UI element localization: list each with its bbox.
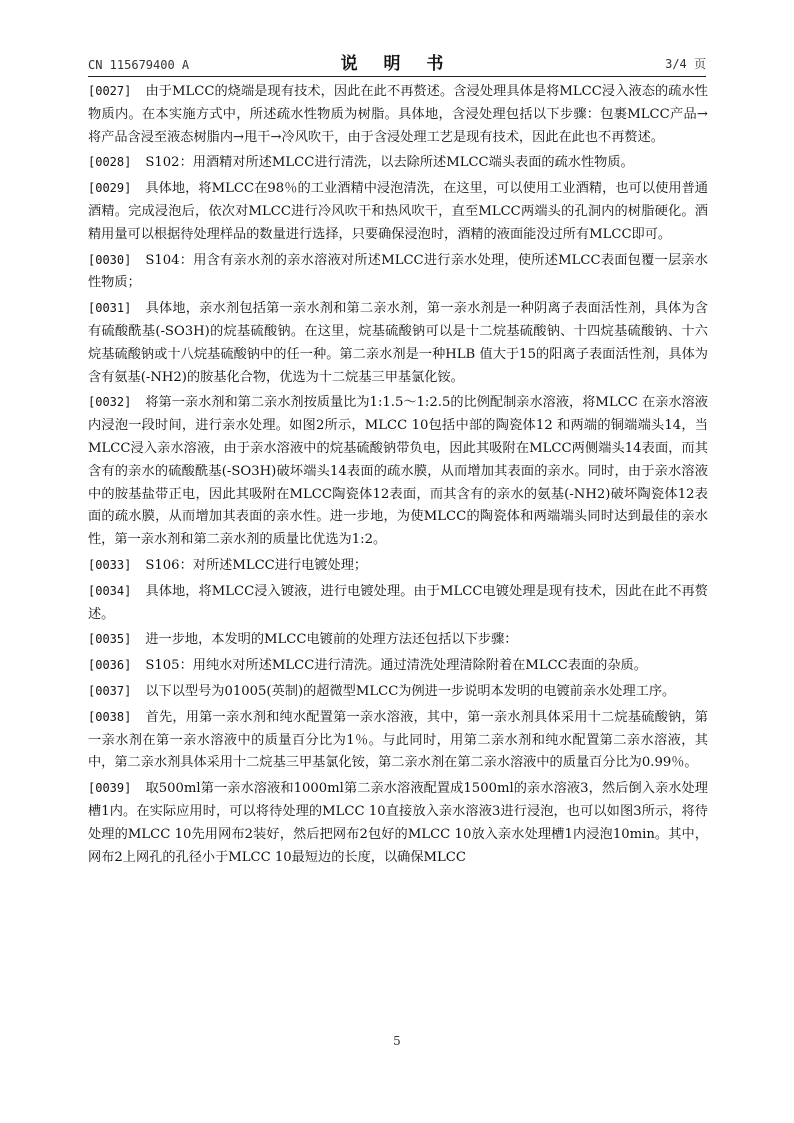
document-title: 说 明 书 [340,54,454,74]
paragraph-0033 [88,554,708,578]
paragraph-text: 取500ml第一亲水溶液和1000ml第二亲水溶液配置成1500ml的亲水溶液3，然后倒入亲水处理槽1内。在实际应用时，可以将待处理的MLCC 10直接放入亲水溶液3进行浸泡，也可以如图3所示，将待处理的MLCC 10先用网布2装好，然后把网布2包好的MLCC 10放入亲水处理槽1内浸泡10min。其中，网布2上网孔的孔径小于MLCC 10最短边的长度，以确保MLCC [88,781,708,865]
page-header [88,44,706,77]
paragraph-0029 [88,177,708,246]
paragraph-text: 首先，用第一亲水剂和纯水配置第一亲水溶液，其中，第一亲水剂具体采用十二烷基硫酸钠，第一亲水剂在第一亲水溶液中的质量百分比为1％。与此同时，用第二亲水剂和纯水配置第二亲水溶液，其中，第二亲水剂具体采用十二烷基三甲基氯化铵，第二亲水剂在第二亲水溶液中的质量百分比为0.99％。 [88,709,708,771]
paragraph-0039 [88,777,708,869]
paragraph-0031 [88,297,708,389]
paragraph-number: [0037] [88,683,132,698]
paragraph-0034 [88,580,708,627]
paragraph-text: 具体地，将MLCC浸入镀液，进行电镀处理。由于MLCC电镀处理是现有技术，因此在此不再赘述。 [88,583,708,622]
paragraph-text: S102：用酒精对所述MLCC进行清洗，以去除所述MLCC端头表面的疏水性物质。 [145,155,634,171]
paragraph-number: [0027] [88,84,132,98]
paragraph-0038 [88,706,708,775]
paragraph-number: [0029] [88,181,132,196]
paragraph-number: [0028] [88,155,132,170]
paragraph-text: 由于MLCC的烧端是现有技术，因此在此不再赘述。含浸处理具体是将MLCC浸入液态的疏水性物质内。在本实施方式中，所述疏水性物质为树脂。具体地，含浸处理包括以下步骤：包裹MLCC产品→将产品含浸至液态树脂内→甩干→冷风吹干，由于含浸处理工艺是现有技术，因此在此也不再赘述。 [88,84,708,145]
paragraph-text: S106：对所述MLCC进行电镀处理； [145,557,368,573]
paragraph-0027 [88,80,708,149]
paragraph-number: [0039] [88,781,132,796]
paragraph-0036 [88,654,708,678]
paragraph-0035 [88,628,708,652]
paragraph-text: 将第一亲水剂和第二亲水剂按质量比为1:1.5～1:2.5的比例配制亲水溶液，将MLCC 在亲水溶液内浸泡一段时间，进行亲水处理。如图2所示，MLCC 10包括中部的陶瓷体12 和两端的铜端端头14，当MLCC浸入亲水溶液，由于亲水溶液中的烷基硫酸钠带负电，因此其吸附在MLCC两侧端头14表面，而其含有的亲水的硫酸酰基(-SO3H)破坏端头14表面的疏水膜，从而增加其表面的亲水。同时，由于亲水溶液中的胺基盐带正电，因此其吸附在MLCC陶瓷体12表面，而其含有的亲水的氨基(-NH2)破坏陶瓷体12表面的疏水膜，从而增加其表面的亲水性。进一步地，为使MLCC的陶瓷体和两端端头同时达到最佳的亲水性，第一亲水剂和第二亲水剂的质量比优选为1:2。 [88,395,708,548]
page-number: 5 [393,1034,401,1048]
paragraph-number: [0034] [88,583,132,598]
paragraph-0037 [88,680,708,704]
paragraph-0032 [88,391,708,552]
paragraph-text: S104：用含有亲水剂的亲水溶液对所述MLCC进行亲水处理，使所述MLCC表面包覆一层亲水性物质； [88,252,708,291]
paragraph-0030 [88,249,708,296]
paragraph-text: 具体地，亲水剂包括第一亲水剂和第二亲水剂，第一亲水剂是一种阴离子表面活性剂，具体为含有硫酸酰基(-SO3H)的烷基硫酸钠。在这里，烷基硫酸钠可以是十二烷基硫酸钠、十四烷基硫酸钠、十六烷基硫酸钠或十八烷基硫酸钠中的任一种。第二亲水剂是一种HLB 值大于15的阳离子表面活性剂，具体为含有氨基(-NH2)的胺基化合物，优选为十二烷基三甲基氯化铵。 [88,301,708,385]
publication-number: CN 115679400 A [88,58,190,72]
paragraph-number: [0031] [88,301,132,316]
paragraph-number: [0030] [88,252,132,267]
paragraph-0028 [88,151,708,175]
document-body [88,80,708,871]
paragraph-number: [0038] [88,709,132,724]
paragraph-text: 进一步地，本发明的MLCC电镀前的处理方法还包括以下步骤： [145,632,518,648]
paragraph-number: [0033] [88,557,132,572]
paragraph-text: 具体地，将MLCC在98％的工业酒精中浸泡清洗，在这里，可以使用工业酒精，也可以使用普通酒精。完成浸泡后，依次对MLCC进行冷风吹干和热风吹干，直至MLCC两端头的孔洞内的树脂硬化。酒精用量可以根据待处理样品的数量进行选择，只要确保浸泡时，酒精的液面能没过所有MLCC即可。 [88,181,708,242]
paragraph-number: [0035] [88,632,132,647]
paragraph-text: S105：用纯水对所述MLCC进行清洗。通过清洗处理清除附着在MLCC表面的杂质。 [145,658,647,674]
paragraph-number: [0032] [88,395,132,410]
page-info: 3/4 页 [665,57,706,71]
paragraph-number: [0036] [88,658,132,673]
paragraph-text: 以下以型号为01005(英制)的超微型MLCC为例进一步说明本发明的电镀前亲水处理工序。 [145,683,676,699]
